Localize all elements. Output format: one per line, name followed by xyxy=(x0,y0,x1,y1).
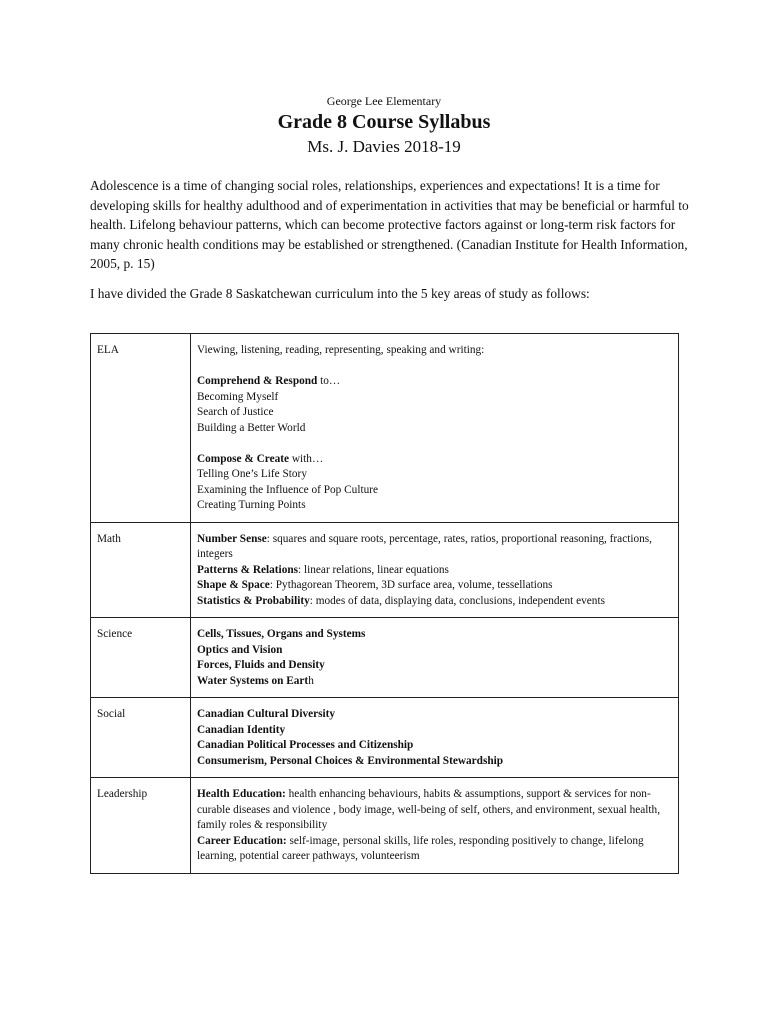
math-patterns-relations: Patterns & Relations: linear relations, linear equations xyxy=(197,563,449,576)
syllabus-table xyxy=(90,333,679,874)
list-item: Consumerism, Personal Choices & Environmental Stewardship xyxy=(197,754,504,767)
page-title: Grade 8 Course Syllabus xyxy=(277,111,491,133)
list-item: Canadian Political Processes and Citizenship xyxy=(197,739,414,751)
list-item: Creating Turning Points xyxy=(197,499,306,511)
list-item: Becoming Myself xyxy=(197,390,279,403)
leadership-career-education: Career Education: self-image, personal skills, life roles, responding positively to change, lifelong learning, potential career pathways, volunteerism xyxy=(197,834,644,862)
math-content xyxy=(191,522,679,618)
ela-intro: Viewing, listening, reading, representing, speaking and writing: xyxy=(197,344,485,356)
school-name: George Lee Elementary xyxy=(326,94,442,108)
math-number-sense: Number Sense: squares and square roots, percentage, rates, ratios, proportional reasoning, fractions, integers xyxy=(197,532,653,560)
teacher-year-subtitle: Ms. J. Davies 2018-19 xyxy=(307,137,461,156)
table-row-ela xyxy=(91,334,679,523)
science-content xyxy=(191,618,679,698)
leadership-health-education: Health Education: health enhancing behaviours, habits & assumptions, support & services for non-curable diseases and violence , body image, well-being of self, others, and environment, sexual health, family roles & responsibility xyxy=(197,788,661,831)
list-item: Telling One’s Life Story xyxy=(197,468,307,480)
list-item: Optics and Vision xyxy=(197,643,283,656)
ela-compose-heading: Compose & Create with… xyxy=(197,452,324,465)
ela-comprehend-heading: Comprehend & Respond to… xyxy=(197,375,341,387)
table-row-leadership xyxy=(91,778,679,874)
list-item: Canadian Cultural Diversity xyxy=(197,708,336,720)
list-item: Water Systems on Earth xyxy=(197,674,314,687)
ela-content xyxy=(191,334,679,523)
social-content xyxy=(191,698,679,778)
list-item: Cells, Tissues, Organs and Systems xyxy=(197,628,366,640)
subject-science: Science xyxy=(91,618,191,698)
list-item: Canadian Identity xyxy=(197,723,286,736)
math-statistics-probability: Statistics & Probability: modes of data, displaying data, conclusions, independent events xyxy=(197,594,605,607)
list-item: Building a Better World xyxy=(197,421,306,434)
list-item: Examining the Influence of Pop Culture xyxy=(197,483,379,496)
math-shape-space: Shape & Space: Pythagorean Theorem, 3D surface area, volume, tessellations xyxy=(197,579,553,591)
subject-math: Math xyxy=(91,522,191,618)
list-item: Forces, Fluids and Density xyxy=(197,659,325,671)
table-row-science xyxy=(91,618,679,698)
list-item: Search of Justice xyxy=(197,406,274,418)
intro-paragraph: Adolescence is a time of changing social roles, relationships, experiences and expectations! It is a time for developing skills for healthy adulthood and of experimentation in activities that may be beneficial or harmful to health. Lifelong behaviour patterns, which can become protective factors against or long-term risk factors for many chronic health conditions may be established or strengthened. (Canadian Institute for Health Information, 2005, p. 15) xyxy=(90,178,689,271)
table-row-social xyxy=(91,698,679,778)
leadership-content xyxy=(191,778,679,874)
subject-ela: ELA xyxy=(91,334,191,523)
subject-social: Social xyxy=(91,698,191,778)
table-row-math xyxy=(91,522,679,618)
subject-leadership: Leadership xyxy=(91,778,191,874)
curriculum-lead-sentence: I have divided the Grade 8 Saskatchewan curriculum into the 5 key areas of study as follows: xyxy=(90,286,590,301)
